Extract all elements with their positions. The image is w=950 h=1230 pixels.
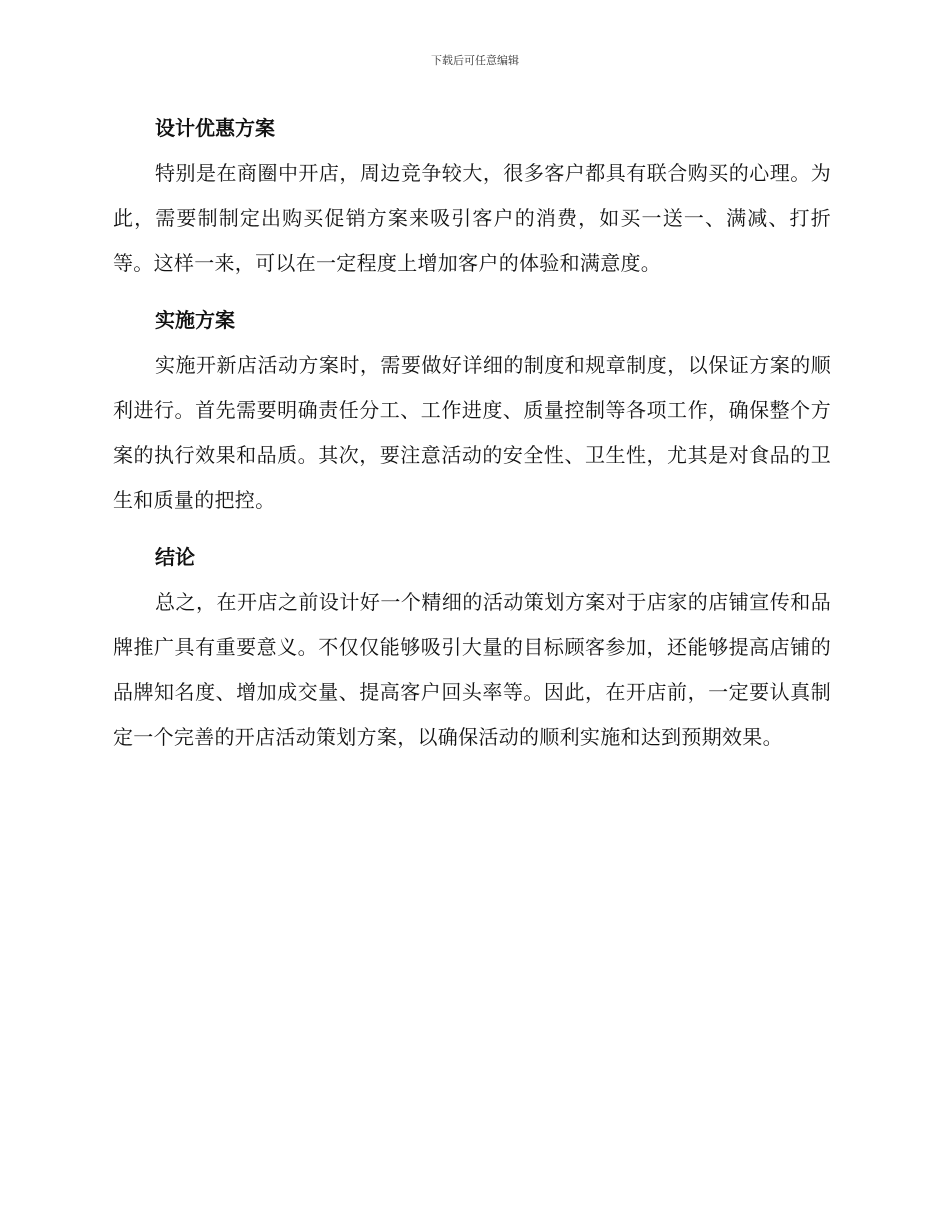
section-heading: 实施方案 [155,308,235,332]
section-paragraph: 总之，在开店之前设计好一个精细的活动策划方案对于店家的店铺宣传和品牌推广具有重要意义。不仅仅能够吸引大量的目标顾客参加，还能够提高店铺的品牌知名度、增加成交量、提高客户回头率等。因此，在开店前，一定要认真制定一个完善的开店活动策划方案，以确保活动的顺利实施和达到预期效果。 [113,590,831,749]
section-design-discount [113,106,831,286]
page-header: 下载后可任意编辑 [431,54,519,67]
section-conclusion [113,535,831,760]
section-paragraph: 特别是在商圈中开店，周边竞争较大，很多客户都具有联合购买的心理。为此，需要制制定出购买促销方案来吸引客户的消费，如买一送一、满减、打折等。这样一来，可以在一定程度上增加客户的体验和满意度。 [113,161,831,275]
section-paragraph: 实施开新店活动方案时，需要做好详细的制度和规章制度，以保证方案的顺利进行。首先需要明确责任分工、工作进度、质量控制等各项工作，确保整个方案的执行效果和品质。其次，要注意活动的安全性、卫生性，尤其是对食品的卫生和质量的把控。 [113,353,831,512]
section-implementation [113,298,831,523]
section-heading: 结论 [155,545,195,569]
section-heading: 设计优惠方案 [155,116,275,140]
document-body [113,106,831,772]
